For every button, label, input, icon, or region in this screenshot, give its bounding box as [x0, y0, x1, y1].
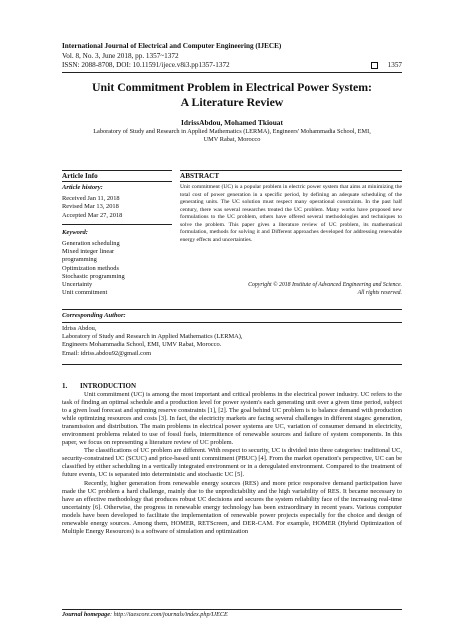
- corresponding-school: Engineers Mohammadia School, EMI, UMV Rabat, Morocco.: [62, 341, 222, 349]
- keyword-item: Optimization methods: [62, 264, 119, 272]
- paragraph: Recently, higher generation from renewable energy sources (RES) and more price responsive demand participation have made the UC problem a hard challenge, mainly due to the unpredictability and the high variability of RES. It became necessary to have an effective methodology that produces robust UC decisions and secures the system reliability face of the increasing real-time uncertainty [6]. Otherwise, the progress in renewable energy technology has been extraordinary in recent years. Various computer models have been developed to facilitate the implementation of renewable power projects especially for the choice and design of renewable energy sources. Among them, HOMER, RETScreen, and DER-CAM. For example, HOMER (Hybrid Optimization of Multiple Energy Resources) is a software of simulation and optimization: [62, 479, 402, 535]
- affiliation: Laboratory of Study and Research in Applied Mathematics (LERMA), Engineers' Mohammadia School, EMI, UMV Rabat, Morocco: [93, 128, 371, 144]
- keyword-item: Unit commitment: [62, 289, 108, 297]
- header-rule: [62, 72, 402, 73]
- authors: IdrissAbdou, Mohamed Tkiouat: [181, 118, 283, 127]
- title-line-2: A Literature Review: [180, 95, 284, 109]
- copyright-line-2: All rights reserved.: [357, 289, 402, 296]
- paragraph: The classifications of UC problem are different. With respect to security, UC is divided into three categories: traditional UC, security-constrained UC (SCUC) and price-based unit commitment (PBUC) [4]. From the market operation's perspective, UC can be classified by either scheduling in a vertically integrated environment or in a deregulated environment. Compared to the treatment of future events, UC is separated into deterministic and stochastic UC [5].: [62, 447, 403, 479]
- footer-label: Journal homepage: [62, 611, 110, 618]
- footer: [62, 611, 228, 618]
- keyword-item: Uncertainty: [62, 281, 93, 289]
- introduction-body: [62, 391, 402, 536]
- journal-issn: ISSN: 2088-8708, DOI: 10.11591/ijece.v8i3.pp1357-1372: [62, 61, 230, 70]
- keyword-item: Mixed integer linear: [62, 248, 115, 256]
- section-number: 1.: [62, 382, 68, 390]
- journal-name: International Journal of Electrical and Computer Engineering (IJECE): [62, 42, 282, 50]
- corresponding-author-label: Corresponding Author:: [62, 312, 126, 319]
- article-info: [62, 182, 172, 297]
- abstract-text: Unit commitment (UC) is a popular problem in electric power system that aims at minimizing the total cost of power generation in a specific period, by defining an adequate scheduling of the generating units. The UC solution must respect many operational constraints. In the past half century, there was several researches treated the UC problem. Many works have proposed new formulations to the UC problem, others have offered several methodologies and techniques to solve the problem. This paper gives a literature review of UC problem, its mathematical formulation, methods for solving it and Different approaches developed for addressing renewable energy effects and uncertainties.: [180, 184, 402, 243]
- section-heading: [62, 382, 136, 390]
- corresponding-name: Idriss Abdou,: [62, 325, 97, 332]
- article-info-header: Article Info: [62, 170, 172, 182]
- history-accepted: Accepted Mar 27, 2018: [62, 211, 123, 219]
- journal-volume: Vol. 8, No. 3, June 2018, pp. 1357~1372: [62, 51, 179, 60]
- corresponding-author: [62, 325, 402, 358]
- paragraph: Unit commitment (UC) is among the most important and critical problems in the electrical power industry. UC refers to the task of finding an optimal schedule and a production level for power system's each generating unit over a given time period, subject to a given load forecast and spinning reserve constraints [1], [2]. The goal behind UC problem is to balance demand with production while optimizing resources and costs [3]. In fact, the electricity markets are facing several challenges in different stages: generation, transmission and distribution. The main problems in electrical power systems are UC, variation of consumer demand in electricity, environment problems related to use of fossil fuels, intermittence of renewable sources and failure of system components. In this paper, we focus on representing a literature review of UC problem.: [62, 391, 402, 447]
- footer-rule: [62, 609, 402, 610]
- history-received: Received Jan 11, 2018: [62, 195, 120, 203]
- square-icon: [371, 62, 378, 69]
- corresponding-email: Email: idriss.abdou92@gmail.com: [62, 349, 152, 357]
- keyword-item: Stochastic programming: [62, 272, 125, 280]
- divider: [62, 322, 402, 323]
- keyword-item: programming: [62, 256, 97, 264]
- page-number: 1357: [387, 61, 402, 70]
- history-revised: Revised Mar 13, 2018: [62, 203, 119, 211]
- copyright-line-1: Copyright © 2018 Institute of Advanced Engineering and Science.: [248, 282, 402, 288]
- title-line-1: Unit Commitment Problem in Electrical Power System:: [91, 80, 372, 94]
- history-label: Article history:: [62, 184, 103, 191]
- abstract-header: ABSTRACT: [180, 170, 402, 182]
- journal-header: [62, 42, 402, 71]
- section-title: INTRODUCTION: [80, 382, 137, 390]
- homepage-link[interactable]: : http://iaescore.com/journals/index.php/IJECE: [109, 611, 228, 618]
- corresponding-lab: Laboratory of Study and Research in Applied Mathematics (LERMA),: [62, 333, 243, 341]
- keyword-item: Generation scheduling: [62, 240, 120, 248]
- divider: [62, 309, 402, 310]
- paper-title: [62, 80, 402, 110]
- keyword-label: Keyword:: [62, 228, 89, 236]
- divider: [62, 364, 402, 365]
- copyright: [180, 282, 402, 297]
